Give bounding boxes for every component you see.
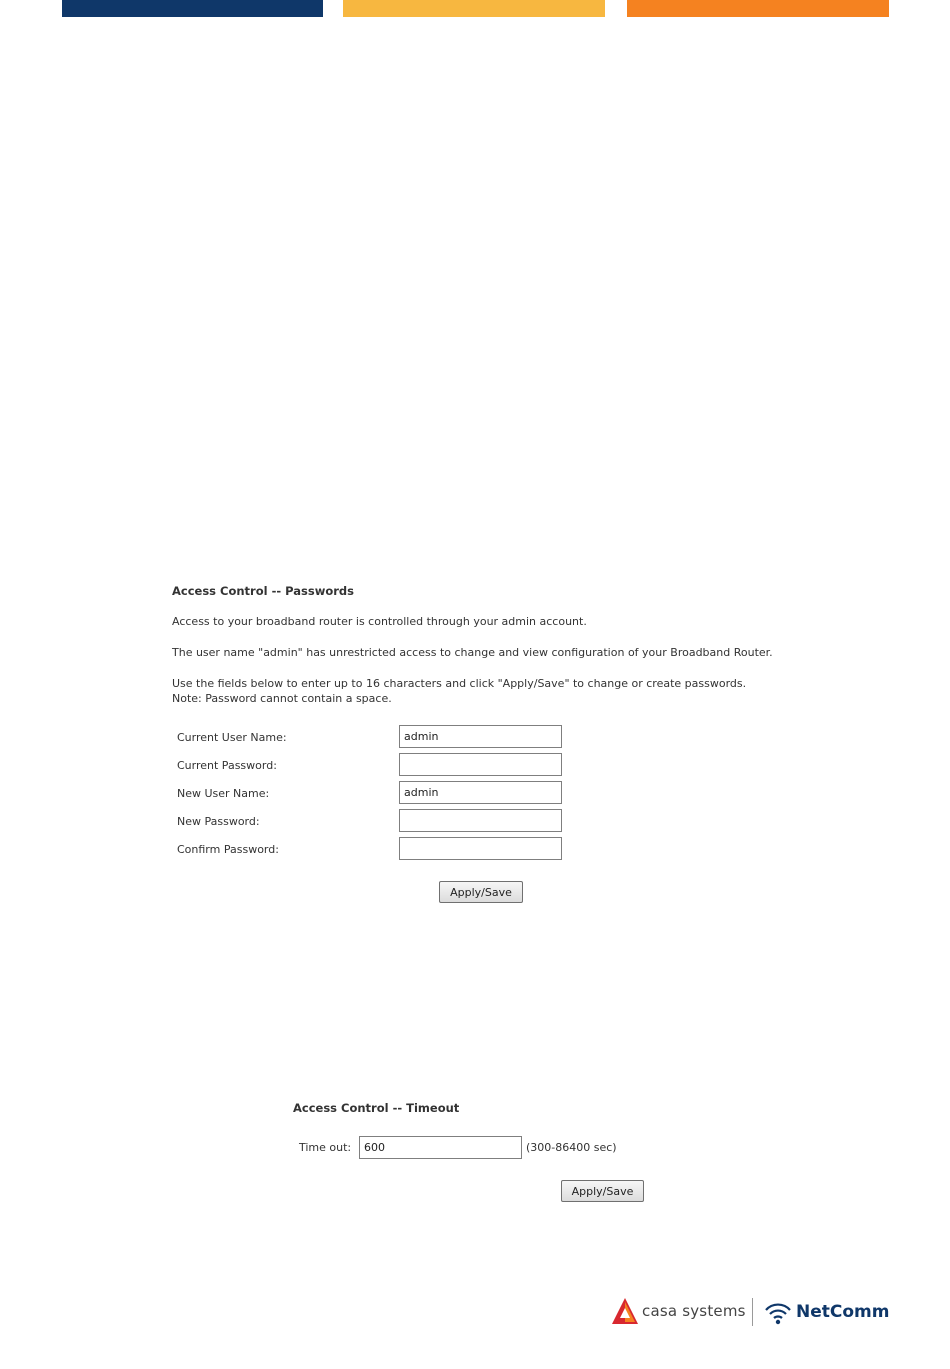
netcomm-wifi-icon	[764, 1300, 792, 1326]
current-user-input[interactable]	[399, 725, 562, 748]
current-user-label: Current User Name:	[177, 731, 287, 744]
current-password-input[interactable]	[399, 753, 562, 776]
new-password-label: New Password:	[177, 815, 260, 828]
header-bar-orange	[627, 0, 889, 17]
confirm-password-input[interactable]	[399, 837, 562, 860]
confirm-password-label: Confirm Password:	[177, 843, 279, 856]
passwords-title: Access Control -- Passwords	[172, 584, 354, 598]
casa-systems-logo-icon	[612, 1298, 638, 1326]
current-password-label: Current Password:	[177, 759, 277, 772]
header-bar-yellow	[343, 0, 605, 17]
admin-note: The user name "admin" has unrestricted access to change and view configuration of your Broadband Router.	[172, 646, 773, 659]
new-password-input[interactable]	[399, 809, 562, 832]
instructions: Use the fields below to enter up to 16 characters and click "Apply/Save" to change or create passwords.	[172, 677, 747, 690]
timeout-title: Access Control -- Timeout	[293, 1101, 460, 1115]
casa-systems-logo-text: casa systems	[642, 1302, 746, 1320]
timeout-label: Time out:	[299, 1141, 352, 1154]
logo-divider	[752, 1298, 753, 1326]
timeout-range-hint: (300-86400 sec)	[526, 1141, 617, 1154]
netcomm-logo-text: NetComm	[796, 1302, 890, 1322]
new-user-label: New User Name:	[177, 787, 270, 800]
passwords-apply-save-button[interactable]: Apply/Save	[439, 881, 523, 903]
timeout-apply-save-button[interactable]: Apply/Save	[561, 1180, 644, 1202]
footer-logos	[612, 1296, 890, 1330]
timeout-input[interactable]	[359, 1136, 522, 1159]
header-bar-blue	[62, 0, 323, 17]
new-user-input[interactable]	[399, 781, 562, 804]
passwords-intro: Access to your broadband router is controlled through your admin account.	[172, 615, 587, 628]
space-note: Note: Password cannot contain a space.	[172, 692, 392, 705]
